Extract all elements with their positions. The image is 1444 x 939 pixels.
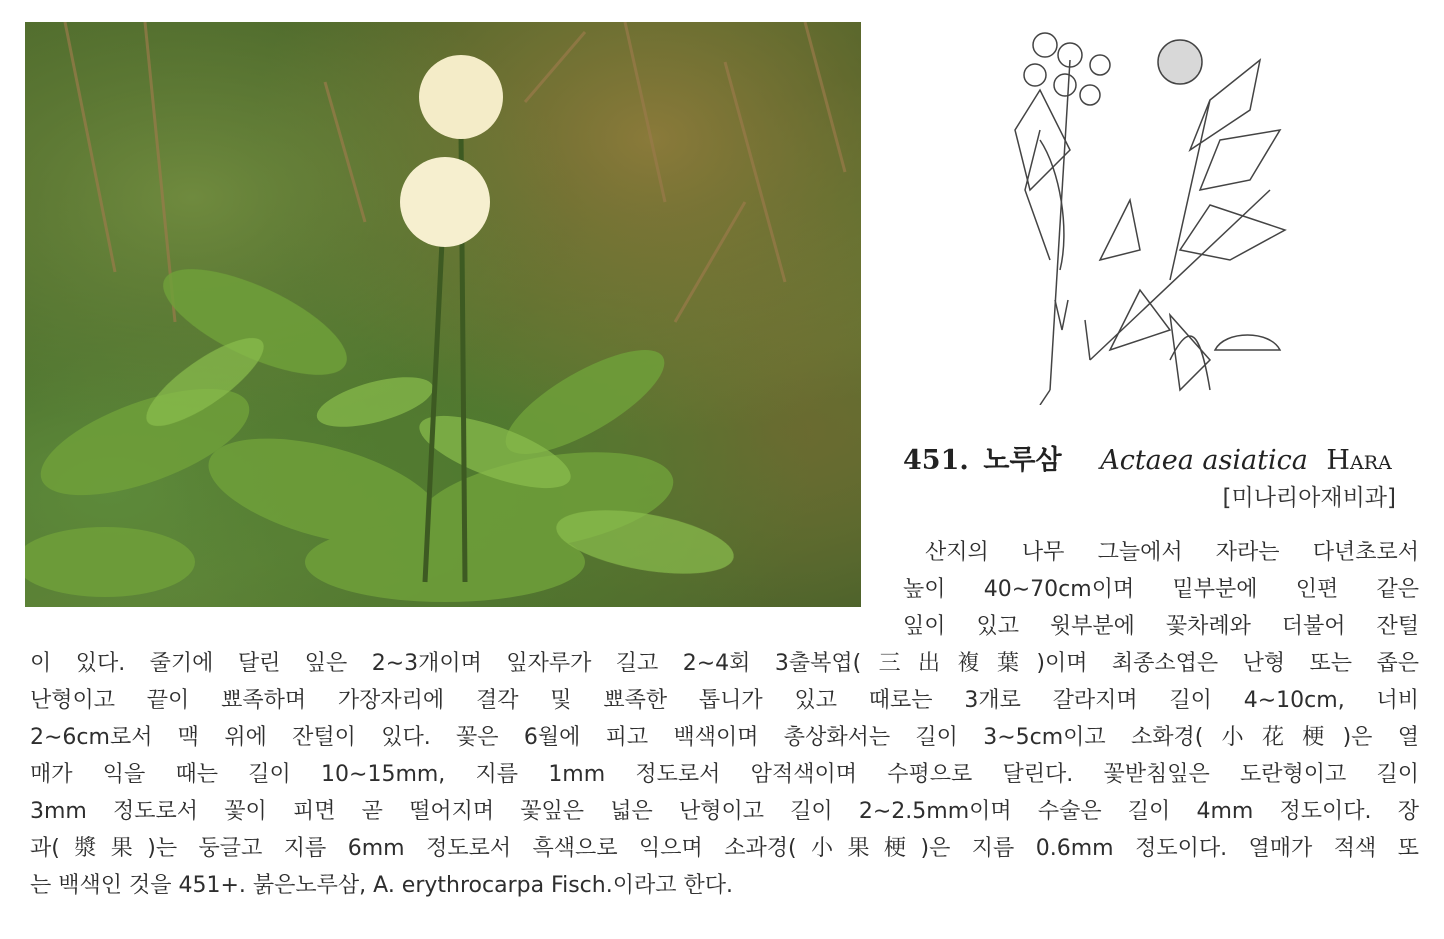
upper-flower [419,55,503,139]
botanical-illustration [1010,30,1290,405]
description-line: 잎이 있고 윗부분에 꽃차례와 더불어 잔털 [903,614,1419,639]
scientific-name: Actaea asiatica [1100,445,1308,476]
entry-number: 451. [903,445,969,476]
description-right-column [903,534,1419,645]
family-name: [미나리아재비과] [1222,485,1396,511]
lower-flower [400,157,490,247]
description-line: 2∼6cm로서 맥 위에 잔털이 있다. 꽃은 6월에 피고 백색이며 총상화서는 길이 3∼5cm이고 소화경(小花梗)은 열 [30,725,1419,750]
korean-name: 노루삼 [983,445,1062,476]
description-line: 과(漿果)는 둥글고 지름 6mm 정도로서 흑색으로 익으며 소과경(小果梗)은 지름 0.6mm 정도이다. 열매가 적색 또 [30,836,1419,861]
entry-title [903,438,1392,477]
description-line: 난형이고 끝이 뾰족하며 가장자리에 결각 및 뾰족한 톱니가 있고 때로는 3개로 갈라지며 길이 4∼10cm, 너비 [30,688,1419,713]
description-full-width [30,645,1419,904]
plant-photo [25,22,861,607]
description-line: 산지의 나무 그늘에서 자라는 다년초로서 [925,540,1419,565]
description-line: 이 있다. 줄기에 달린 잎은 2∼3개이며 잎자루가 길고 2∼4회 3출복엽(三出複葉)이며 최종소엽은 난형 또는 좁은 [30,651,1419,676]
description-line: 3mm 정도로서 꽃이 피면 곧 떨어지며 꽃잎은 넓은 난형이고 길이 2∼2.5mm이며 수술은 길이 4mm 정도이다. 장 [30,799,1419,824]
authority: Hara [1326,445,1392,476]
description-line: 높이 40∼70cm이며 밑부분에 인편 같은 [903,577,1419,602]
description-line: 는 백색인 것을 451+. 붉은노루삼, A. erythrocarpa Fisch.이라고 한다. [30,873,733,898]
description-line: 매가 익을 때는 길이 10∼15mm, 지름 1mm 정도로서 암적색이며 수평으로 달린다. 꽃받침잎은 도란형이고 길이 [30,762,1419,787]
photo-illustration [25,22,861,607]
